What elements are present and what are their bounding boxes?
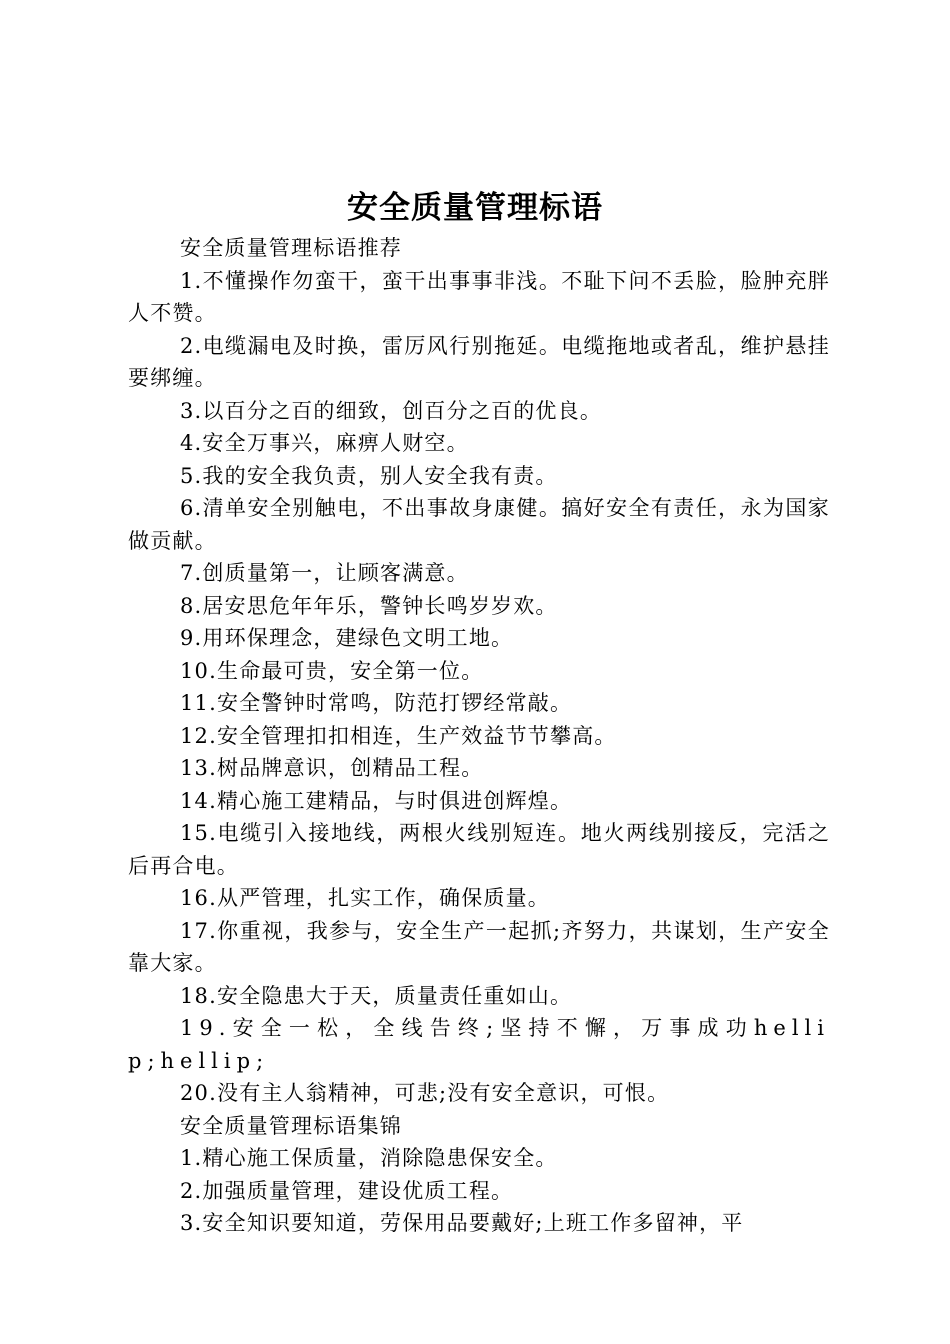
slogan-paragraph: 16.从严管理，扎实工作，确保质量。	[180, 886, 550, 910]
slogan-paragraph: 6.清单安全别触电，不出事故身康健。搞好安全有责任，永为国家做贡献。	[128, 496, 830, 553]
slogan-paragraph: 3.安全知识要知道，劳保用品要戴好;上班工作多留神，平	[180, 1211, 744, 1235]
slogan-paragraph: 2.电缆漏电及时换，雷厉风行别拖延。电缆拖地或者乱，维护悬挂要绑缠。	[128, 333, 830, 390]
section-heading: 安全质量管理标语集锦	[180, 1113, 402, 1138]
slogan-paragraph: 10.生命最可贵，安全第一位。	[180, 658, 484, 683]
slogan-paragraph: 9.用环保理念，建绿色文明工地。	[180, 626, 514, 650]
slogan-paragraph: 20.没有主人翁精神，可悲;没有安全意识，可恨。	[180, 1081, 670, 1105]
slogan-paragraph: 1.不懂操作勿蛮干，蛮干出事事非浅。不耻下问不丢脸，脸肿充胖人不赞。	[128, 268, 830, 325]
document-body	[128, 232, 830, 1240]
slogan-paragraph: 15.电缆引入接地线，两根火线别短连。地火两线别接反，完活之后再合电。	[128, 821, 830, 878]
slogan-paragraph: 18.安全隐患大于天，质量责任重如山。	[180, 983, 573, 1008]
slogan-paragraph: 4.安全万事兴，麻痹人财空。	[180, 431, 469, 455]
slogan-paragraph: 7.创质量第一，让顾客满意。	[180, 561, 469, 585]
slogan-paragraph: 19.安全一松，全线告终;坚持不懈，万事成功hellip;hellip;	[128, 1016, 830, 1073]
slogan-paragraph: 2.加强质量管理，建设优质工程。	[180, 1178, 514, 1203]
document-title: 安全质量管理标语	[347, 190, 603, 226]
slogan-paragraph: 3.以百分之百的细致，创百分之百的优良。	[180, 398, 603, 423]
slogan-paragraph: 8.居安思危年年乐，警钟长鸣岁岁欢。	[180, 593, 558, 618]
slogan-paragraph: 14.精心施工建精品，与时俱进创辉煌。	[180, 788, 573, 813]
slogan-paragraph: 13.树品牌意识，创精品工程。	[180, 756, 484, 780]
slogan-paragraph: 17.你重视，我参与，安全生产一起抓;齐努力，共谋划，生产安全靠大家。	[128, 918, 830, 975]
section-heading: 安全质量管理标语推荐	[180, 236, 402, 260]
slogan-paragraph: 5.我的安全我负责，别人安全我有责。	[180, 463, 558, 488]
slogan-paragraph: 12.安全管理扣扣相连，生产效益节节攀高。	[180, 723, 617, 748]
slogan-paragraph: 1.精心施工保质量，消除隐患保安全。	[180, 1146, 558, 1170]
slogan-paragraph: 11.安全警钟时常鸣，防范打锣经常敲。	[180, 691, 573, 715]
